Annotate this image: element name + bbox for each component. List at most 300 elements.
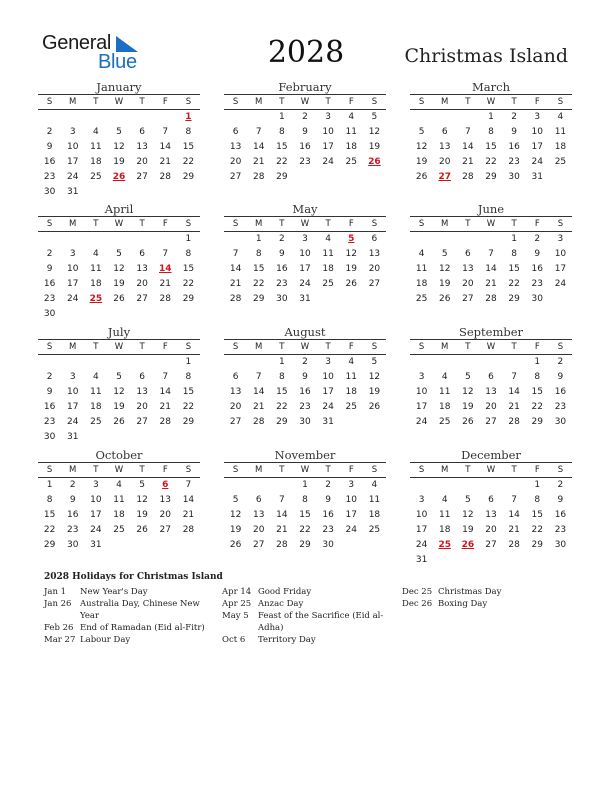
empty-day-cell	[456, 478, 479, 493]
month-name: April	[104, 202, 134, 216]
day-cell: 15	[531, 387, 543, 397]
month-february	[224, 80, 386, 185]
day-cell: 12	[345, 249, 357, 259]
day-cell: 5	[232, 495, 239, 505]
day-cell: 26	[462, 417, 474, 427]
day-cell: 18	[554, 142, 567, 152]
day-cell: 21	[252, 157, 265, 167]
day-cell: 7	[464, 127, 471, 137]
day-cell: 10	[415, 510, 428, 520]
day-cell: 25	[368, 525, 381, 535]
day-cell: 27	[136, 172, 148, 182]
weekday-label: S	[418, 342, 425, 352]
weekday-label: F	[348, 97, 354, 107]
empty-day-cell	[38, 355, 61, 370]
holiday-item	[222, 598, 384, 610]
day-cell: 18	[113, 510, 125, 520]
day-cell: 2	[46, 372, 53, 382]
weekday-header	[224, 94, 386, 110]
day-cell: 19	[113, 402, 125, 412]
empty-day-cell	[410, 110, 433, 125]
day-cell: 1	[185, 234, 192, 244]
weekday-label: F	[348, 219, 354, 229]
weekday-label: F	[162, 219, 168, 229]
weekday-header	[410, 339, 572, 355]
empty-day-cell	[61, 232, 84, 247]
day-cell: 3	[418, 372, 425, 382]
day-cell: 12	[113, 387, 125, 397]
day-cell: 2	[325, 480, 331, 490]
weekday-label: S	[371, 219, 378, 229]
empty-day-cell	[38, 232, 61, 247]
day-cell: 10	[66, 264, 79, 274]
day-grid	[38, 355, 200, 445]
day-cell: 16	[531, 264, 543, 274]
day-cell: 30	[508, 172, 520, 182]
day-grid	[224, 478, 386, 553]
day-cell: 9	[46, 264, 53, 274]
weekday-label: S	[185, 97, 192, 107]
day-cell: 15	[182, 387, 195, 397]
day-cell: 15	[182, 142, 195, 152]
day-cell: 3	[302, 234, 308, 244]
day-cell: 4	[441, 372, 448, 382]
weekday-label: F	[162, 97, 168, 107]
day-cell: 2	[46, 249, 53, 259]
day-cell: 24	[66, 294, 79, 304]
day-cell: 8	[302, 495, 308, 505]
day-cell: 9	[278, 249, 285, 259]
month-march	[410, 80, 572, 185]
day-cell: 24	[90, 525, 102, 535]
weekday-label: T	[465, 219, 471, 229]
day-cell: 18	[90, 279, 102, 289]
day-cell: 28	[485, 294, 497, 304]
weekday-label: S	[46, 97, 53, 107]
day-cell: 26	[438, 294, 451, 304]
empty-day-cell	[61, 110, 84, 125]
holiday-date: Feb 26	[44, 623, 74, 633]
holiday-name: End of Ramadan (Eid al-Fitr)	[80, 623, 205, 633]
day-cell: 1	[255, 234, 262, 244]
day-cell: 7	[162, 372, 169, 382]
day-cell: 1	[488, 112, 494, 122]
day-cell: 17	[322, 142, 334, 152]
weekday-label: T	[511, 97, 517, 107]
day-cell: 10	[90, 495, 102, 505]
day-cell: 27	[368, 279, 381, 289]
day-cell: 2	[557, 357, 564, 367]
holiday-date: Oct 6	[222, 635, 246, 645]
weekday-label: F	[348, 465, 354, 475]
weekday-label: S	[232, 342, 239, 352]
day-cell: 4	[325, 234, 331, 244]
day-cell: 18	[368, 510, 381, 520]
day-cell: 30	[322, 540, 334, 550]
month-september	[410, 325, 572, 430]
day-cell: 21	[159, 402, 171, 412]
day-cell: 12	[113, 142, 125, 152]
day-cell: 9	[557, 495, 564, 505]
day-cell: 14	[508, 510, 520, 520]
day-cell: 6	[139, 127, 145, 137]
weekday-label: T	[511, 219, 517, 229]
empty-day-cell	[433, 355, 456, 370]
day-cell: 8	[511, 249, 517, 259]
day-cell: 4	[92, 249, 99, 259]
day-cell: 13	[485, 387, 497, 397]
day-cell: 2	[302, 357, 308, 367]
day-cell: 16	[554, 510, 567, 520]
empty-day-cell	[479, 478, 502, 493]
weekday-header	[410, 216, 572, 232]
empty-day-cell	[433, 232, 456, 247]
day-cell: 9	[46, 387, 53, 397]
day-cell: 19	[462, 525, 474, 535]
holiday-date: Jan 1	[44, 587, 67, 597]
day-cell: 3	[534, 112, 541, 122]
day-cell: 14	[508, 387, 520, 397]
holidays-title: 2028 Holidays for Christmas Island	[44, 572, 223, 582]
day-cell: 9	[325, 495, 331, 505]
day-cell: 7	[162, 249, 169, 259]
day-cell: 11	[554, 127, 567, 137]
day-cell: 13	[136, 387, 148, 397]
month-name: August	[284, 325, 326, 339]
day-cell: 31	[322, 417, 334, 427]
weekday-header	[224, 462, 386, 478]
weekday-label: T	[511, 465, 517, 475]
day-cell: 15	[276, 142, 288, 152]
day-cell: 8	[534, 372, 541, 382]
day-cell: 31	[90, 540, 102, 550]
day-cell: 17	[66, 157, 79, 167]
day-cell: 17	[554, 264, 567, 274]
day-cell: 27	[229, 417, 242, 427]
day-cell: 25	[554, 157, 567, 167]
day-cell: 8	[488, 127, 494, 137]
day-cell: 17	[415, 402, 428, 412]
day-cell: 20	[438, 157, 451, 167]
day-cell: 12	[113, 264, 125, 274]
day-cell: 16	[43, 279, 56, 289]
day-cell: 4	[441, 495, 448, 505]
day-cell: 23	[508, 157, 520, 167]
holiday-date: Dec 25	[402, 587, 433, 597]
day-cell: 9	[302, 127, 308, 137]
day-cell: 11	[438, 510, 451, 520]
day-cell: 30	[554, 417, 567, 427]
weekday-label: T	[325, 465, 331, 475]
day-cell: 12	[462, 510, 474, 520]
empty-day-cell	[410, 232, 433, 247]
month-name: July	[107, 325, 131, 339]
day-cell: 26	[136, 525, 148, 535]
day-cell: 4	[371, 480, 378, 490]
holiday-day-cell: 26	[461, 540, 475, 550]
empty-day-cell	[131, 232, 154, 247]
day-cell: 3	[69, 249, 76, 259]
empty-day-cell	[456, 232, 479, 247]
day-cell: 3	[418, 495, 425, 505]
weekday-label: S	[557, 97, 564, 107]
day-cell: 13	[368, 249, 381, 259]
day-cell: 25	[345, 157, 357, 167]
holiday-name: Boxing Day	[438, 599, 488, 609]
day-cell: 19	[345, 264, 357, 274]
day-cell: 5	[116, 249, 122, 259]
empty-day-cell	[224, 232, 247, 247]
holiday-column	[44, 586, 214, 646]
weekday-header	[38, 94, 200, 110]
day-cell: 25	[345, 402, 357, 412]
day-cell: 21	[276, 525, 288, 535]
holiday-item	[222, 586, 384, 598]
day-cell: 14	[252, 387, 265, 397]
weekday-label: S	[371, 342, 378, 352]
weekday-label: S	[371, 465, 378, 475]
day-cell: 16	[322, 510, 334, 520]
holiday-item	[44, 634, 214, 646]
day-cell: 31	[531, 172, 543, 182]
day-cell: 29	[182, 417, 195, 427]
day-cell: 21	[252, 402, 265, 412]
day-cell: 7	[162, 127, 169, 137]
day-cell: 20	[229, 402, 242, 412]
holiday-day-cell: 5	[348, 234, 355, 244]
weekday-label: S	[557, 219, 564, 229]
day-cell: 2	[302, 112, 308, 122]
weekday-label: M	[255, 97, 263, 107]
month-name: March	[472, 80, 510, 94]
day-cell: 22	[508, 279, 520, 289]
day-cell: 16	[299, 387, 311, 397]
day-cell: 4	[348, 112, 355, 122]
day-cell: 12	[136, 495, 148, 505]
weekday-label: F	[162, 465, 168, 475]
day-cell: 21	[229, 279, 242, 289]
weekday-label: T	[139, 219, 145, 229]
month-april	[38, 202, 200, 322]
weekday-label: T	[465, 342, 471, 352]
page-header	[0, 0, 612, 78]
empty-day-cell	[270, 478, 293, 493]
day-cell: 22	[182, 402, 195, 412]
day-cell: 5	[371, 357, 378, 367]
holiday-date: Jan 26	[44, 599, 72, 609]
day-cell: 9	[557, 372, 564, 382]
day-cell: 27	[136, 417, 148, 427]
weekday-label: S	[46, 342, 53, 352]
day-cell: 14	[462, 142, 474, 152]
day-cell: 16	[66, 510, 79, 520]
day-cell: 5	[116, 127, 122, 137]
holiday-name: New Year's Day	[80, 587, 148, 597]
day-cell: 4	[92, 127, 99, 137]
day-cell: 2	[534, 234, 541, 244]
month-name: October	[95, 448, 143, 462]
day-cell: 22	[485, 157, 497, 167]
day-cell: 6	[139, 372, 145, 382]
empty-day-cell	[107, 232, 130, 247]
day-cell: 23	[299, 157, 311, 167]
day-cell: 8	[185, 372, 192, 382]
day-cell: 3	[348, 480, 355, 490]
day-cell: 23	[66, 525, 79, 535]
day-cell: 19	[368, 142, 381, 152]
weekday-label: S	[418, 219, 425, 229]
day-cell: 2	[278, 234, 285, 244]
day-cell: 2	[557, 480, 564, 490]
day-cell: 9	[302, 372, 308, 382]
day-cell: 24	[322, 157, 334, 167]
empty-day-cell	[84, 355, 107, 370]
holiday-day-cell: 27	[438, 172, 451, 182]
day-cell: 23	[554, 525, 567, 535]
empty-day-cell	[247, 478, 270, 493]
day-cell: 19	[438, 279, 451, 289]
day-cell: 15	[252, 264, 265, 274]
day-cell: 7	[255, 127, 262, 137]
day-cell: 21	[159, 157, 171, 167]
weekday-label: W	[114, 342, 124, 352]
day-cell: 1	[511, 234, 517, 244]
day-cell: 14	[159, 142, 171, 152]
day-cell: 13	[159, 495, 171, 505]
day-cell: 15	[299, 510, 311, 520]
holiday-day-cell: 25	[89, 294, 103, 304]
month-name: December	[461, 448, 521, 462]
day-cell: 2	[69, 480, 76, 490]
day-cell: 8	[534, 495, 541, 505]
day-cell: 6	[464, 249, 471, 259]
weekday-header	[224, 339, 386, 355]
day-cell: 25	[322, 279, 334, 289]
day-cell: 6	[441, 127, 448, 137]
day-cell: 30	[554, 540, 567, 550]
day-cell: 14	[276, 510, 288, 520]
day-cell: 7	[511, 495, 517, 505]
weekday-label: M	[255, 342, 263, 352]
weekday-label: T	[139, 465, 145, 475]
empty-day-cell	[410, 478, 433, 493]
day-cell: 7	[255, 372, 262, 382]
empty-day-cell	[38, 110, 61, 125]
weekday-header	[410, 94, 572, 110]
day-cell: 13	[252, 510, 265, 520]
weekday-label: S	[371, 97, 378, 107]
day-cell: 13	[229, 387, 242, 397]
day-cell: 2	[46, 127, 53, 137]
day-cell: 10	[322, 127, 334, 137]
day-cell: 30	[43, 432, 56, 442]
empty-day-cell	[479, 232, 502, 247]
day-cell: 8	[185, 249, 192, 259]
day-cell: 20	[462, 279, 474, 289]
weekday-header	[410, 462, 572, 478]
day-cell: 7	[232, 249, 239, 259]
day-cell: 23	[276, 279, 288, 289]
day-cell: 9	[69, 495, 76, 505]
day-cell: 28	[252, 417, 265, 427]
month-name: November	[274, 448, 336, 462]
day-cell: 12	[462, 387, 474, 397]
day-cell: 27	[485, 540, 497, 550]
weekday-label: T	[325, 219, 331, 229]
day-cell: 27	[485, 417, 497, 427]
day-cell: 8	[278, 372, 285, 382]
day-cell: 22	[182, 157, 195, 167]
day-cell: 11	[90, 387, 102, 397]
day-cell: 4	[557, 112, 564, 122]
day-cell: 24	[415, 540, 428, 550]
weekday-header	[38, 216, 200, 232]
day-cell: 17	[415, 525, 428, 535]
holiday-name: Territory Day	[258, 635, 316, 645]
day-cell: 15	[508, 264, 520, 274]
day-cell: 10	[345, 495, 357, 505]
day-cell: 22	[531, 402, 543, 412]
weekday-label: W	[300, 219, 310, 229]
day-cell: 28	[182, 525, 195, 535]
empty-day-cell	[479, 355, 502, 370]
holiday-name: Feast of the Sacrifice (Eid al-Adha)	[258, 611, 384, 633]
day-cell: 11	[345, 372, 357, 382]
empty-day-cell	[456, 355, 479, 370]
day-cell: 21	[182, 510, 195, 520]
day-cell: 20	[136, 402, 148, 412]
weekday-label: T	[93, 342, 99, 352]
day-cell: 30	[531, 294, 543, 304]
month-name: June	[477, 202, 505, 216]
month-november	[224, 448, 386, 553]
day-cell: 16	[43, 157, 56, 167]
day-cell: 21	[159, 279, 171, 289]
holiday-column	[222, 586, 384, 646]
day-cell: 19	[462, 402, 474, 412]
day-cell: 27	[229, 172, 242, 182]
day-cell: 1	[534, 357, 541, 367]
empty-day-cell	[84, 232, 107, 247]
day-cell: 27	[252, 540, 265, 550]
day-cell: 17	[299, 264, 311, 274]
day-cell: 20	[368, 264, 381, 274]
day-cell: 19	[113, 279, 125, 289]
day-grid	[410, 478, 572, 568]
empty-day-cell	[433, 110, 456, 125]
day-cell: 16	[43, 402, 56, 412]
holiday-item	[222, 610, 384, 634]
day-cell: 26	[415, 172, 428, 182]
holiday-day-cell: 25	[438, 540, 451, 550]
weekday-label: T	[93, 465, 99, 475]
weekday-label: S	[557, 465, 564, 475]
day-cell: 21	[508, 402, 520, 412]
day-cell: 19	[136, 510, 148, 520]
day-cell: 1	[302, 480, 308, 490]
day-cell: 15	[531, 510, 543, 520]
weekday-label: M	[441, 342, 449, 352]
day-cell: 28	[159, 294, 171, 304]
day-cell: 20	[229, 157, 242, 167]
day-cell: 18	[438, 525, 451, 535]
day-cell: 6	[232, 372, 239, 382]
day-cell: 13	[485, 510, 497, 520]
day-cell: 11	[368, 495, 381, 505]
day-cell: 11	[322, 249, 334, 259]
day-cell: 24	[415, 417, 428, 427]
day-cell: 22	[43, 525, 56, 535]
